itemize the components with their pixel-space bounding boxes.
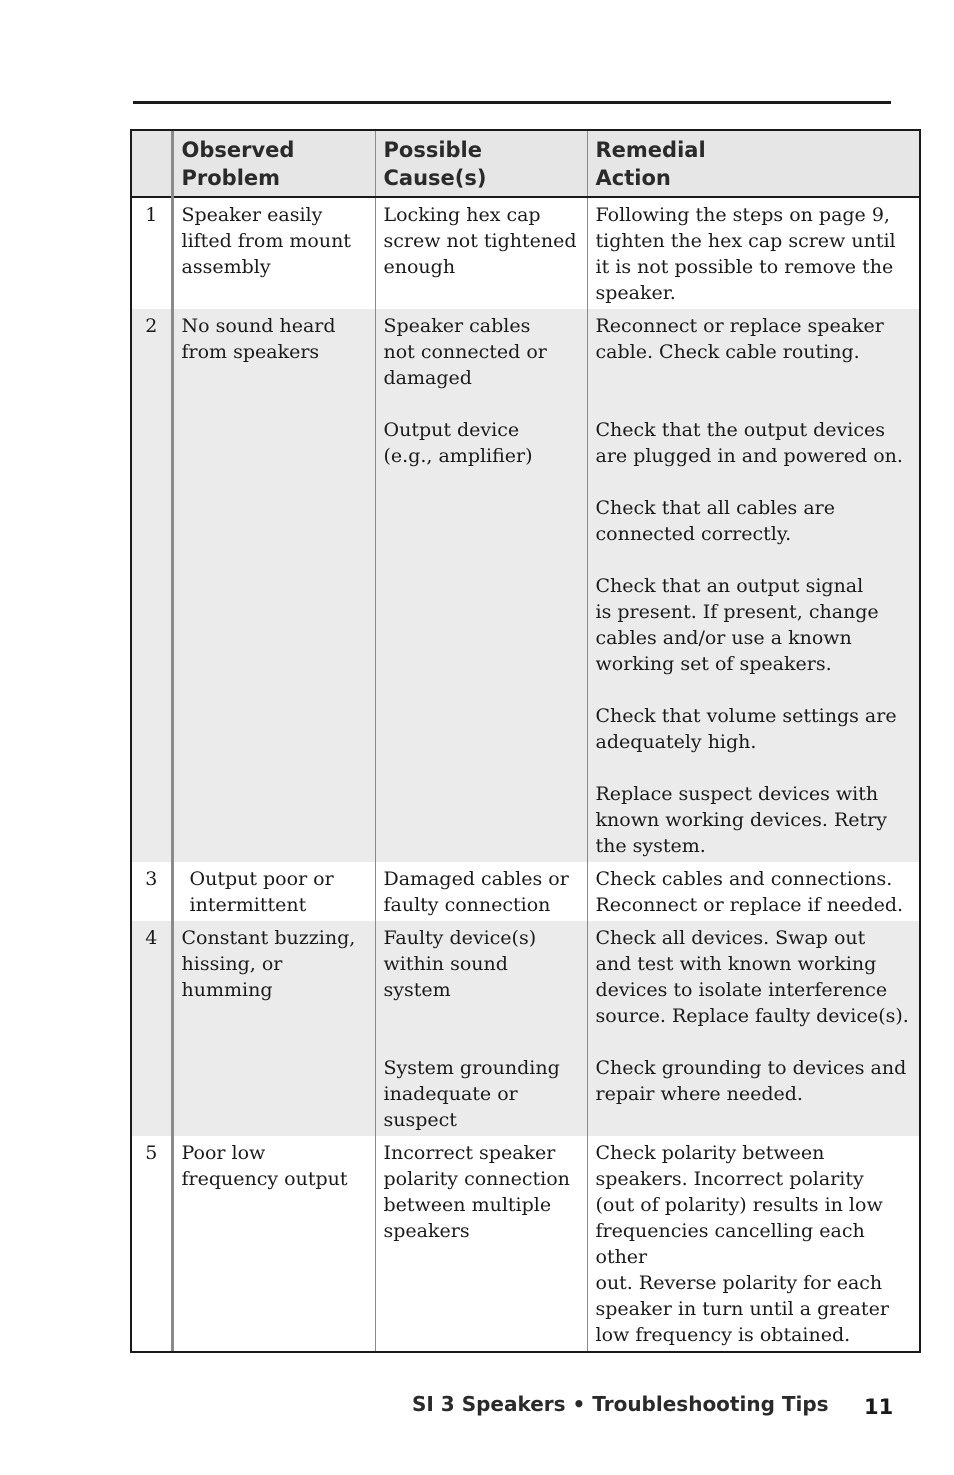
possible-cause: Damaged cables or faulty connection bbox=[375, 862, 587, 921]
header-possible-causes: Possible Cause(s) bbox=[375, 131, 587, 197]
remedial-action bbox=[587, 921, 919, 1136]
cause-paragraph: Output device (e.g., amplifier) bbox=[383, 419, 533, 467]
action-paragraph: Check that an output signal is present. If present, change cables and/or use a known working set of speakers. bbox=[595, 575, 879, 675]
action-paragraph: Reconnect or replace speaker cable. Check cable routing. bbox=[595, 315, 884, 363]
possible-cause bbox=[375, 921, 587, 1136]
observed-problem: Speaker easily lifted from mount assembly bbox=[172, 197, 375, 309]
cause-paragraph: System grounding inadequate or suspect bbox=[383, 1057, 560, 1131]
row-number: 1 bbox=[145, 204, 158, 226]
page-number: 11 bbox=[864, 1395, 894, 1419]
table-row-2 bbox=[132, 309, 919, 862]
possible-cause bbox=[375, 309, 587, 862]
action-paragraph: Replace suspect devices with known working devices. Retry the system. bbox=[595, 783, 887, 857]
observed-problem: Constant buzzing, hissing, or humming bbox=[172, 921, 375, 1136]
action-paragraph: Check grounding to devices and repair where needed. bbox=[595, 1057, 907, 1105]
cause-paragraph: Speaker cables not connected or damaged bbox=[383, 315, 547, 389]
troubleshooting-table bbox=[130, 129, 921, 1353]
table-row-1 bbox=[132, 197, 919, 309]
remedial-action: Check polarity between speakers. Incorrect polarity (out of polarity) results in low frequencies cancelling each other out. Reverse polarity for each speaker in turn until a greater low frequency is obtained. bbox=[587, 1136, 919, 1351]
table-row-4 bbox=[132, 921, 919, 1136]
action-paragraph: Check that the output devices are plugged in and powered on. bbox=[595, 419, 903, 467]
observed-problem: No sound heard from speakers bbox=[172, 309, 375, 862]
action-paragraph: Check all devices. Swap out and test with known working devices to isolate interference source. Replace faulty device(s). bbox=[595, 927, 909, 1027]
observed-problem: Output poor or intermittent bbox=[172, 862, 375, 921]
observed-problem: Poor low frequency output bbox=[172, 1136, 375, 1351]
header-observed-problem: Observed Problem bbox=[172, 131, 375, 197]
header-rule bbox=[133, 101, 891, 104]
table-row-5 bbox=[132, 1136, 919, 1351]
action-paragraph: Check that all cables are connected correctly. bbox=[595, 497, 836, 545]
row-number: 2 bbox=[132, 309, 172, 862]
action-paragraph: Check that volume settings are adequately high. bbox=[595, 705, 897, 753]
footer-title: SI 3 Speakers • Troubleshooting Tips bbox=[412, 1392, 829, 1416]
remedial-action bbox=[587, 309, 919, 862]
row-number: 3 bbox=[145, 868, 158, 890]
table-header-row bbox=[132, 131, 919, 197]
row-number: 5 bbox=[145, 1142, 158, 1164]
header-remedial-action: Remedial Action bbox=[587, 131, 919, 197]
header-number bbox=[132, 131, 172, 197]
remedial-action: Check cables and connections. Reconnect or replace if needed. bbox=[587, 862, 919, 921]
remedial-action: Following the steps on page 9, tighten the hex cap screw until it is not possible to remove the speaker. bbox=[587, 197, 919, 309]
possible-cause: Locking hex cap screw not tightened enough bbox=[375, 197, 587, 309]
possible-cause: Incorrect speaker polarity connection between multiple speakers bbox=[375, 1136, 587, 1351]
cause-paragraph: Faulty device(s) within sound system bbox=[383, 927, 537, 1001]
row-number: 4 bbox=[132, 921, 172, 1136]
table-row-3 bbox=[132, 862, 919, 921]
